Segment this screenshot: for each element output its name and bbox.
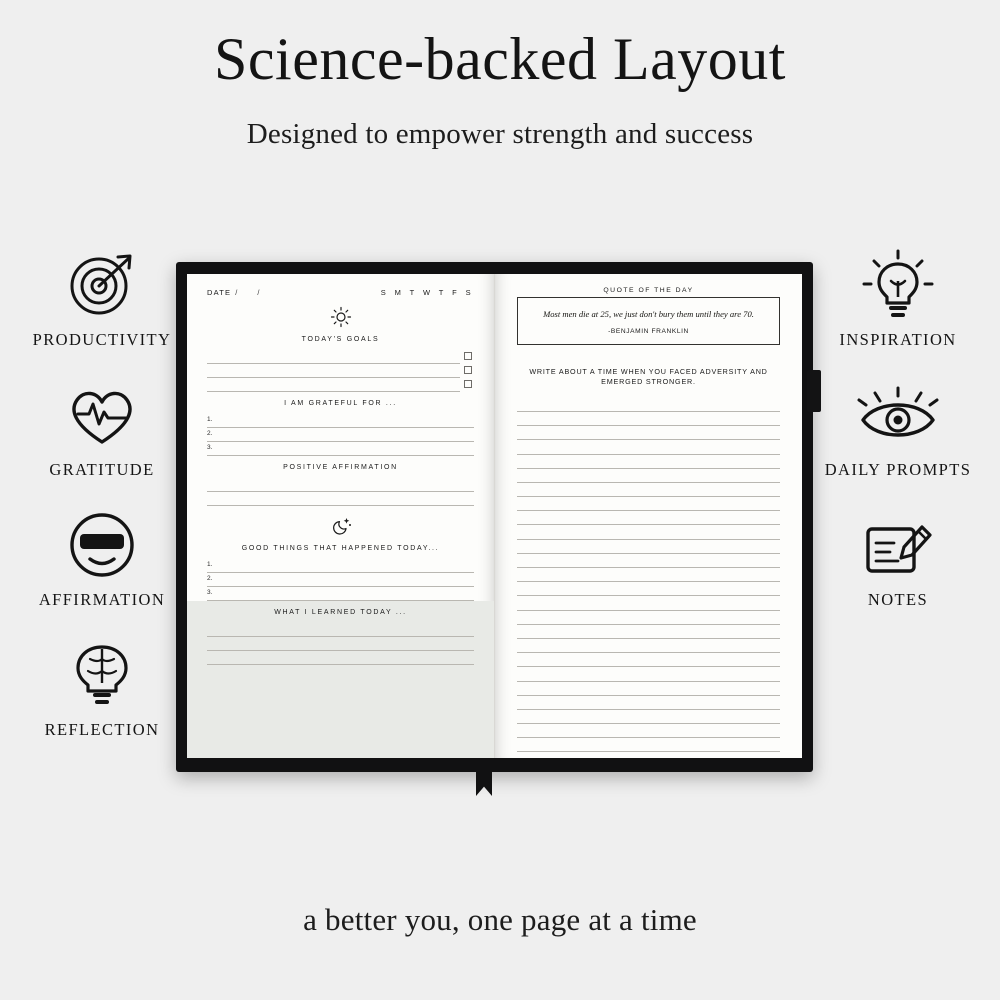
journal-left-page — [187, 274, 495, 758]
learned-line[interactable] — [207, 651, 474, 665]
prompt-line[interactable] — [517, 625, 780, 639]
prompt-line[interactable] — [517, 440, 780, 454]
brain-lightbulb-icon — [12, 638, 192, 712]
page-header — [0, 0, 1000, 151]
feature-gratitude — [12, 378, 192, 480]
eye-icon — [808, 378, 988, 452]
elastic-band — [807, 370, 821, 412]
prompt-line[interactable] — [517, 582, 780, 596]
prompt-line[interactable] — [517, 738, 780, 752]
list-numeral: 3. — [207, 589, 213, 596]
feature-affirmation — [12, 508, 192, 610]
feature-daily-prompts — [808, 378, 988, 480]
feature-inspiration — [808, 248, 988, 350]
affirmation-line[interactable] — [207, 478, 474, 492]
day-of-week-selector[interactable]: S M T W T F S — [380, 288, 474, 297]
prompt-line[interactable] — [517, 497, 780, 511]
sun-icon — [207, 306, 474, 328]
feature-label: PRODUCTIVITY — [32, 330, 172, 349]
list-numeral: 2. — [207, 575, 213, 582]
prompt-line[interactable] — [517, 483, 780, 497]
prompt-line[interactable] — [517, 752, 780, 758]
page-title: Science-backed Layout — [214, 26, 786, 92]
learned-lines — [207, 623, 474, 665]
prompt-line[interactable] — [517, 469, 780, 483]
page-subtitle: Designed to empower strength and success — [246, 118, 754, 150]
feature-label: AFFIRMATION — [38, 590, 166, 609]
prompt-line[interactable] — [517, 455, 780, 469]
goal-checkbox[interactable] — [464, 366, 472, 374]
prompt-line[interactable] — [517, 412, 780, 426]
quote-box — [517, 297, 780, 345]
footer-tagline: a better you, one page at a time — [303, 902, 697, 937]
quote-of-the-day-heading: QUOTE OF THE DAY — [603, 287, 694, 294]
feature-label: INSPIRATION — [839, 330, 957, 349]
goal-checkbox[interactable] — [464, 352, 472, 360]
section-heading-affirmation: POSITIVE AFFIRMATION — [283, 464, 398, 471]
feature-label: REFLECTION — [44, 720, 160, 739]
prompt-line[interactable] — [517, 525, 780, 539]
feature-label: DAILY PROMPTS — [824, 460, 972, 479]
goal-line[interactable] — [207, 350, 460, 364]
journal-pages — [187, 274, 802, 758]
journal-right-page — [495, 274, 802, 758]
prompt-line[interactable] — [517, 696, 780, 710]
date-slashes: / / — [235, 288, 269, 297]
prompt-line[interactable] — [517, 426, 780, 440]
prompt-line[interactable] — [517, 568, 780, 582]
list-numeral: 3. — [207, 444, 213, 451]
section-heading-goals: TODAY'S GOALS — [301, 336, 380, 343]
gratitude-line[interactable] — [207, 428, 474, 442]
gratitude-line[interactable] — [207, 414, 474, 428]
feature-list-left — [12, 248, 192, 768]
learned-line[interactable] — [207, 623, 474, 637]
feature-label: NOTES — [867, 590, 929, 609]
quote-author: -BENJAMIN FRANKLIN — [608, 327, 689, 335]
prompt-line[interactable] — [517, 653, 780, 667]
quote-text: Most men die at 25, we just don't bury them until they are 70. — [543, 309, 754, 319]
gratitude-line[interactable] — [207, 442, 474, 456]
learned-line[interactable] — [207, 637, 474, 651]
prompt-line[interactable] — [517, 611, 780, 625]
feature-reflection — [12, 638, 192, 740]
pencil-note-icon — [808, 508, 988, 582]
prompt-line[interactable] — [517, 724, 780, 738]
ribbon-bookmark — [476, 760, 492, 796]
prompt-line[interactable] — [517, 710, 780, 724]
section-heading-gratitude: I AM GRATEFUL FOR ... — [284, 400, 397, 407]
lightbulb-icon — [808, 248, 988, 322]
affirmation-line[interactable] — [207, 492, 474, 506]
feature-label: GRATITUDE — [49, 460, 155, 479]
list-numeral: 1. — [207, 416, 213, 423]
goal-checkbox[interactable] — [464, 380, 472, 388]
good-thing-line[interactable] — [207, 573, 474, 587]
prompt-line[interactable] — [517, 540, 780, 554]
prompt-line[interactable] — [517, 639, 780, 653]
goal-line[interactable] — [207, 378, 460, 392]
feature-list-right — [808, 248, 988, 638]
list-numeral: 1. — [207, 561, 213, 568]
section-heading-learned: WHAT I LEARNED TODAY ... — [274, 609, 407, 616]
moon-stars-icon — [207, 515, 474, 537]
prompt-response-lines — [517, 398, 780, 758]
date-row — [207, 288, 474, 297]
goal-line[interactable] — [207, 364, 460, 378]
prompt-line[interactable] — [517, 667, 780, 681]
good-thing-line[interactable] — [207, 559, 474, 573]
prompt-line[interactable] — [517, 682, 780, 696]
goals-lines — [207, 350, 460, 392]
heart-pulse-icon — [12, 378, 192, 452]
target-arrow-icon — [12, 248, 192, 322]
list-numeral: 2. — [207, 430, 213, 437]
feature-notes — [808, 508, 988, 610]
prompt-line[interactable] — [517, 511, 780, 525]
section-heading-good-things: GOOD THINGS THAT HAPPENED TODAY... — [241, 545, 440, 552]
gratitude-lines — [207, 414, 474, 456]
good-thing-line[interactable] — [207, 587, 474, 601]
date-label: DATE — [207, 288, 232, 297]
prompt-line[interactable] — [517, 596, 780, 610]
good-things-lines — [207, 559, 474, 601]
sunglasses-face-icon — [12, 508, 192, 582]
feature-productivity — [12, 248, 192, 350]
prompt-line[interactable] — [517, 398, 780, 412]
daily-prompt-text: WRITE ABOUT A TIME WHEN YOU FACED ADVERSITY AND EMERGED STRONGER. — [529, 366, 768, 387]
affirmation-lines — [207, 478, 474, 506]
journal-book — [176, 262, 813, 772]
prompt-line[interactable] — [517, 554, 780, 568]
